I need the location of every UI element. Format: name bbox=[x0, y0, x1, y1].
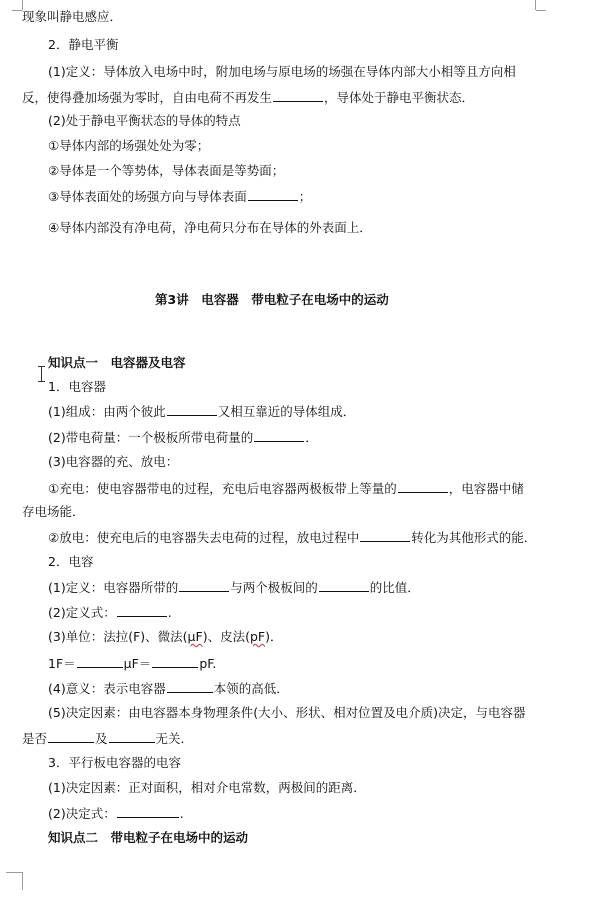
text-cursor-icon bbox=[38, 366, 45, 382]
section-heading: 3．平行板电容器的电容 bbox=[48, 755, 181, 770]
text-segment: ②放电：使充电后的电容器失去电荷的过程，放电过程中 bbox=[48, 530, 360, 545]
text-segment: (2)带电荷量：一个极板所带电荷量的 bbox=[48, 430, 254, 445]
text-line: 存电场能． bbox=[22, 504, 85, 519]
text-segment: (1)组成：由两个彼此 bbox=[48, 404, 166, 419]
text-segment: . bbox=[179, 806, 184, 821]
text-line: (1)决定因素：正对面积，相对介电常数，两极间的距离． bbox=[48, 780, 366, 795]
text-line: 现象叫静电感应． bbox=[22, 9, 123, 24]
text-line bbox=[48, 654, 216, 673]
crop-mark-bottom-left-h bbox=[6, 872, 22, 873]
text-segment: pF. bbox=[199, 656, 217, 671]
text-segment: 转化为其他形式的能． bbox=[411, 530, 537, 545]
text-segment: 的比值． bbox=[369, 580, 420, 595]
fill-blank[interactable] bbox=[360, 528, 410, 542]
section-heading: 2．静电平衡 bbox=[48, 37, 119, 52]
text-segment: 1F＝ bbox=[48, 656, 76, 671]
text-segment: 是否 bbox=[22, 731, 48, 746]
text-line bbox=[48, 187, 311, 206]
text-segment: 本领的高低． bbox=[213, 681, 289, 696]
text-line bbox=[48, 679, 289, 698]
text-segment: ，电容器中储 bbox=[448, 481, 524, 496]
text-segment: 又相互靠近的导体组成． bbox=[217, 404, 356, 419]
text-segment: 反，使得叠加场强为零时，自由电荷不再发生 bbox=[22, 90, 273, 105]
text-segment: (2)决定式： bbox=[48, 806, 116, 821]
text-segment: μF＝ bbox=[123, 656, 152, 671]
text-segment: ，导体处于静电平衡状态． bbox=[324, 90, 475, 105]
fill-blank[interactable] bbox=[319, 578, 369, 592]
text-line: (3)电容器的充、放电： bbox=[48, 454, 179, 469]
text-segment: ； bbox=[298, 189, 312, 204]
crop-mark-top-right-h bbox=[536, 10, 546, 11]
text-segment: ． bbox=[305, 430, 318, 445]
text-segment: (3)单位：法拉(F)、微法( bbox=[48, 629, 188, 644]
crop-mark-bottom-left bbox=[22, 872, 23, 890]
text-segment: 与两个极板间的 bbox=[230, 580, 318, 595]
fill-blank[interactable] bbox=[109, 729, 155, 743]
unit-pf: pF bbox=[249, 629, 266, 644]
text-segment: . bbox=[167, 605, 172, 620]
text-line bbox=[22, 729, 193, 748]
text-line bbox=[48, 578, 420, 597]
text-line bbox=[22, 88, 474, 107]
text-segment: )、皮法( bbox=[202, 629, 250, 644]
fill-blank[interactable] bbox=[398, 479, 448, 493]
fill-blank[interactable] bbox=[167, 402, 217, 416]
knowledge-point-heading: 知识点二 带电粒子在电场中的运动 bbox=[48, 830, 249, 845]
crop-mark-top-right bbox=[535, 0, 536, 10]
fill-blank[interactable] bbox=[152, 654, 198, 668]
fill-blank[interactable] bbox=[254, 428, 304, 442]
fill-blank[interactable] bbox=[167, 679, 213, 693]
text-segment: 无关． bbox=[155, 731, 194, 746]
text-line: (1)定义：导体放入电场中时，附加电场与原电场的场强在导体内部大小相等且方向相 bbox=[48, 64, 516, 79]
fill-blank[interactable] bbox=[179, 578, 229, 592]
text-segment: 及 bbox=[95, 731, 108, 746]
text-segment: (2)定义式： bbox=[48, 605, 116, 620]
fill-blank[interactable] bbox=[117, 603, 167, 617]
text-line: ②导体是一个等势体，导体表面是等势面； bbox=[48, 163, 285, 178]
knowledge-point-heading: 知识点一 电容器及电容 bbox=[48, 355, 186, 370]
text-line bbox=[48, 402, 355, 421]
text-segment: (4)意义：表示电容器 bbox=[48, 681, 166, 696]
fill-blank[interactable] bbox=[77, 654, 123, 668]
text-line bbox=[48, 804, 184, 823]
text-line: ④导体内部没有净电荷，净电荷只分布在导体的外表面上． bbox=[48, 220, 372, 235]
text-segment: ①充电：使电容器带电的过程，充电后电容器两极板带上等量的 bbox=[48, 481, 397, 496]
text-line: ①导体内部的场强处处为零； bbox=[48, 138, 210, 153]
section-heading: 1．电容器 bbox=[48, 379, 106, 394]
text-line bbox=[48, 479, 524, 498]
fill-blank[interactable] bbox=[48, 729, 94, 743]
text-line bbox=[48, 528, 536, 547]
fill-blank[interactable] bbox=[273, 88, 323, 102]
text-line bbox=[48, 628, 282, 646]
text-segment: )． bbox=[265, 629, 283, 644]
text-segment: (1)定义：电容器所带的 bbox=[48, 580, 179, 595]
unit-mu-f: μF bbox=[187, 629, 203, 644]
fill-blank[interactable] bbox=[248, 187, 298, 201]
lesson-title: 第3讲 电容器 带电粒子在电场中的运动 bbox=[155, 292, 389, 307]
text-line bbox=[48, 603, 172, 622]
text-segment: ③导体表面处的场强方向与导体表面 bbox=[48, 189, 247, 204]
fill-blank[interactable] bbox=[117, 804, 179, 818]
text-line: (5)决定因素：由电容器本身物理条件(大小、形状、相对位置及电介质)决定，与电容器 bbox=[48, 705, 526, 720]
section-heading: 2．电容 bbox=[48, 554, 94, 569]
crop-mark-top-left-h bbox=[12, 10, 22, 11]
text-line: (2)处于静电平衡状态的导体的特点 bbox=[48, 113, 241, 128]
text-line bbox=[48, 428, 318, 447]
